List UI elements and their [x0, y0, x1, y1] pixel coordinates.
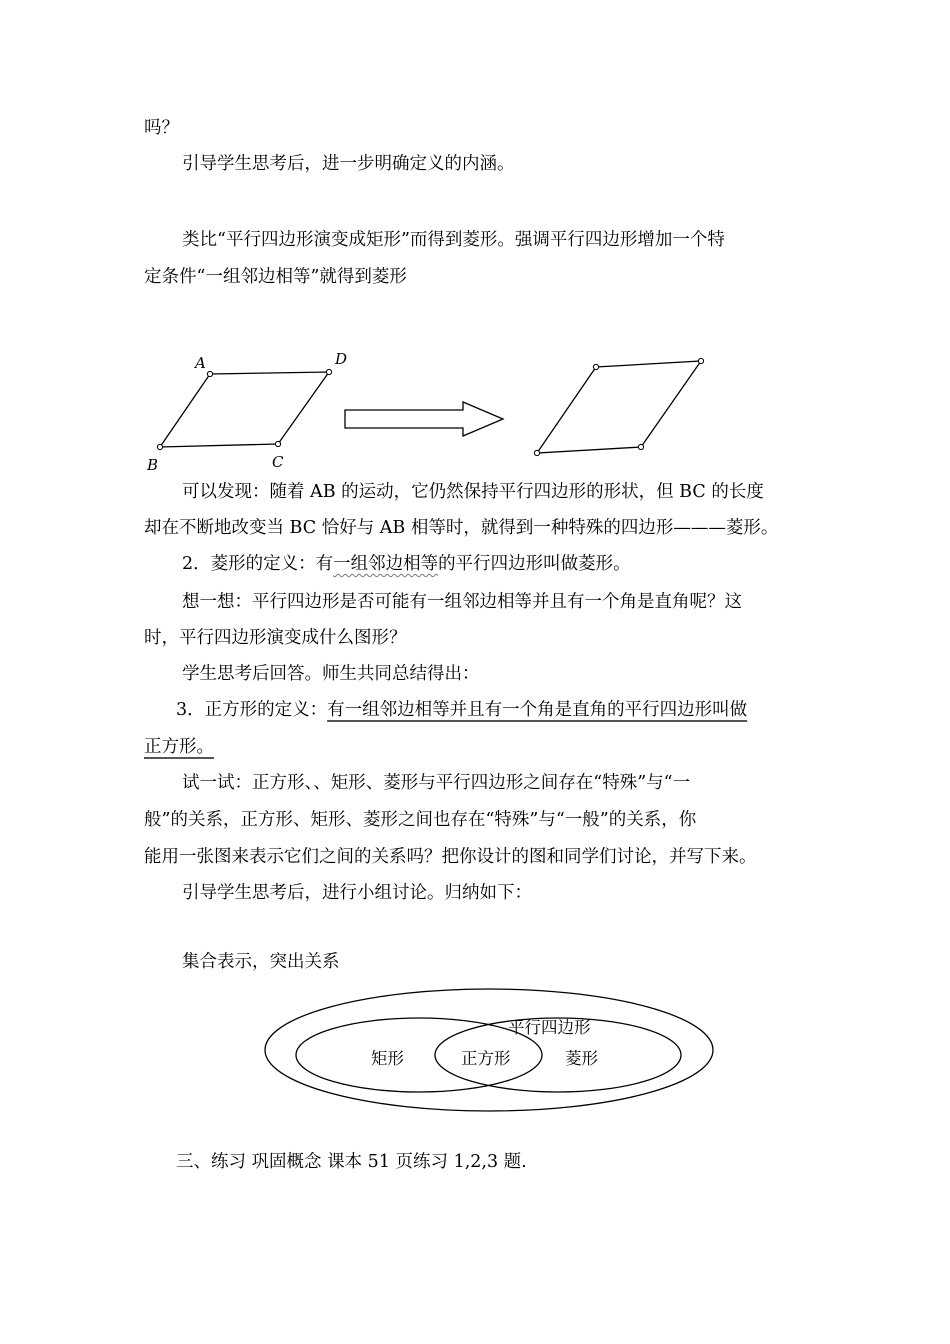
parallelogram-shape	[160, 372, 329, 447]
paragraph-analogy-line2: 定条件“一组邻边相等”就得到菱形	[144, 267, 407, 287]
vertex-a-point	[207, 371, 212, 376]
paragraph-try-line3: 能用一张图来表示它们之间的关系吗？把你设计的图和同学们讨论，并写下来。	[144, 847, 757, 867]
rhombus-definition	[182, 552, 631, 576]
rhombus-vertex-point	[593, 364, 598, 369]
square-set-label: 正方形	[461, 1049, 511, 1068]
rhombus-shape	[537, 361, 701, 453]
square-definition-line2	[144, 735, 214, 759]
vertex-label-c: C	[272, 453, 284, 471]
rhombus-vertex-point	[698, 358, 703, 363]
rhombus-definition-suffix: 的平行四边形叫做菱形。	[438, 554, 631, 574]
rhombus-definition-prefix: 2．菱形的定义：有	[182, 554, 334, 574]
paragraph-group-discussion: 引导学生思考后，进行小组讨论。归纳如下：	[182, 883, 532, 903]
practice-section-heading: 三、练习 巩固概念 课本 51 页练习 1,2,3 题.	[176, 1152, 527, 1172]
vertex-label-a: A	[195, 354, 206, 372]
parallelogram-set-label: 平行四边形	[508, 1018, 591, 1037]
paragraph-analogy-line1: 类比“平行四边形演变成矩形”而得到菱形。强调平行四边形增加一个特	[182, 230, 725, 250]
vertex-label-d: D	[335, 350, 348, 368]
paragraph-think-line2: 时，平行四边形演变成什么图形？	[144, 628, 407, 648]
vertex-d-point	[326, 369, 331, 374]
transform-arrow	[345, 402, 503, 436]
paragraph-think-line1: 想一想：平行四边形是否可能有一组邻边相等并且有一个角是直角呢？这	[182, 592, 742, 612]
rhombus-set-label: 菱形	[565, 1049, 598, 1068]
vertex-b-point	[157, 444, 162, 449]
quadrilateral-set-diagram	[260, 985, 730, 1120]
paragraph-continuation: 吗？	[144, 118, 179, 138]
vertex-label-b: B	[147, 456, 159, 474]
rectangle-set-label: 矩形	[371, 1049, 404, 1068]
paragraph-summary-intro: 学生思考后回答。师生共同总结得出：	[182, 664, 480, 684]
parallelogram-to-rhombus-figure	[140, 340, 740, 480]
paragraph-discovery-line1: 可以发现：随着 AB 的运动，它仍然保持平行四边形的形状，但 BC 的长度	[182, 482, 764, 502]
square-definition-end: 正方形。	[144, 737, 214, 757]
square-definition-body: 有一组邻边相等并且有一个角是直角的平行四边形叫做	[327, 700, 748, 720]
paragraph-try-line2: 般”的关系，正方形、矩形、菱形之间也存在“特殊”与“一般”的关系，你	[144, 810, 697, 830]
paragraph-guide-students: 引导学生思考后，进一步明确定义的内涵。	[182, 154, 515, 174]
vertex-c-point	[275, 441, 280, 446]
paragraph-set-representation: 集合表示，突出关系	[182, 952, 340, 972]
paragraph-try-line1: 试一试：正方形、、矩形、菱形与平行四边形之间存在“特殊”与“一	[182, 773, 691, 793]
square-definition-prefix: 3．正方形的定义：	[176, 700, 328, 720]
rhombus-definition-key-condition: 一组邻边相等	[333, 554, 439, 574]
square-definition-line1	[176, 698, 747, 722]
rhombus-vertex-point	[638, 444, 643, 449]
paragraph-discovery-line2: 却在不断地改变当 BC 恰好与 AB 相等时，就得到一种特殊的四边形———菱形。	[144, 518, 779, 538]
rhombus-vertex-point	[534, 450, 539, 455]
